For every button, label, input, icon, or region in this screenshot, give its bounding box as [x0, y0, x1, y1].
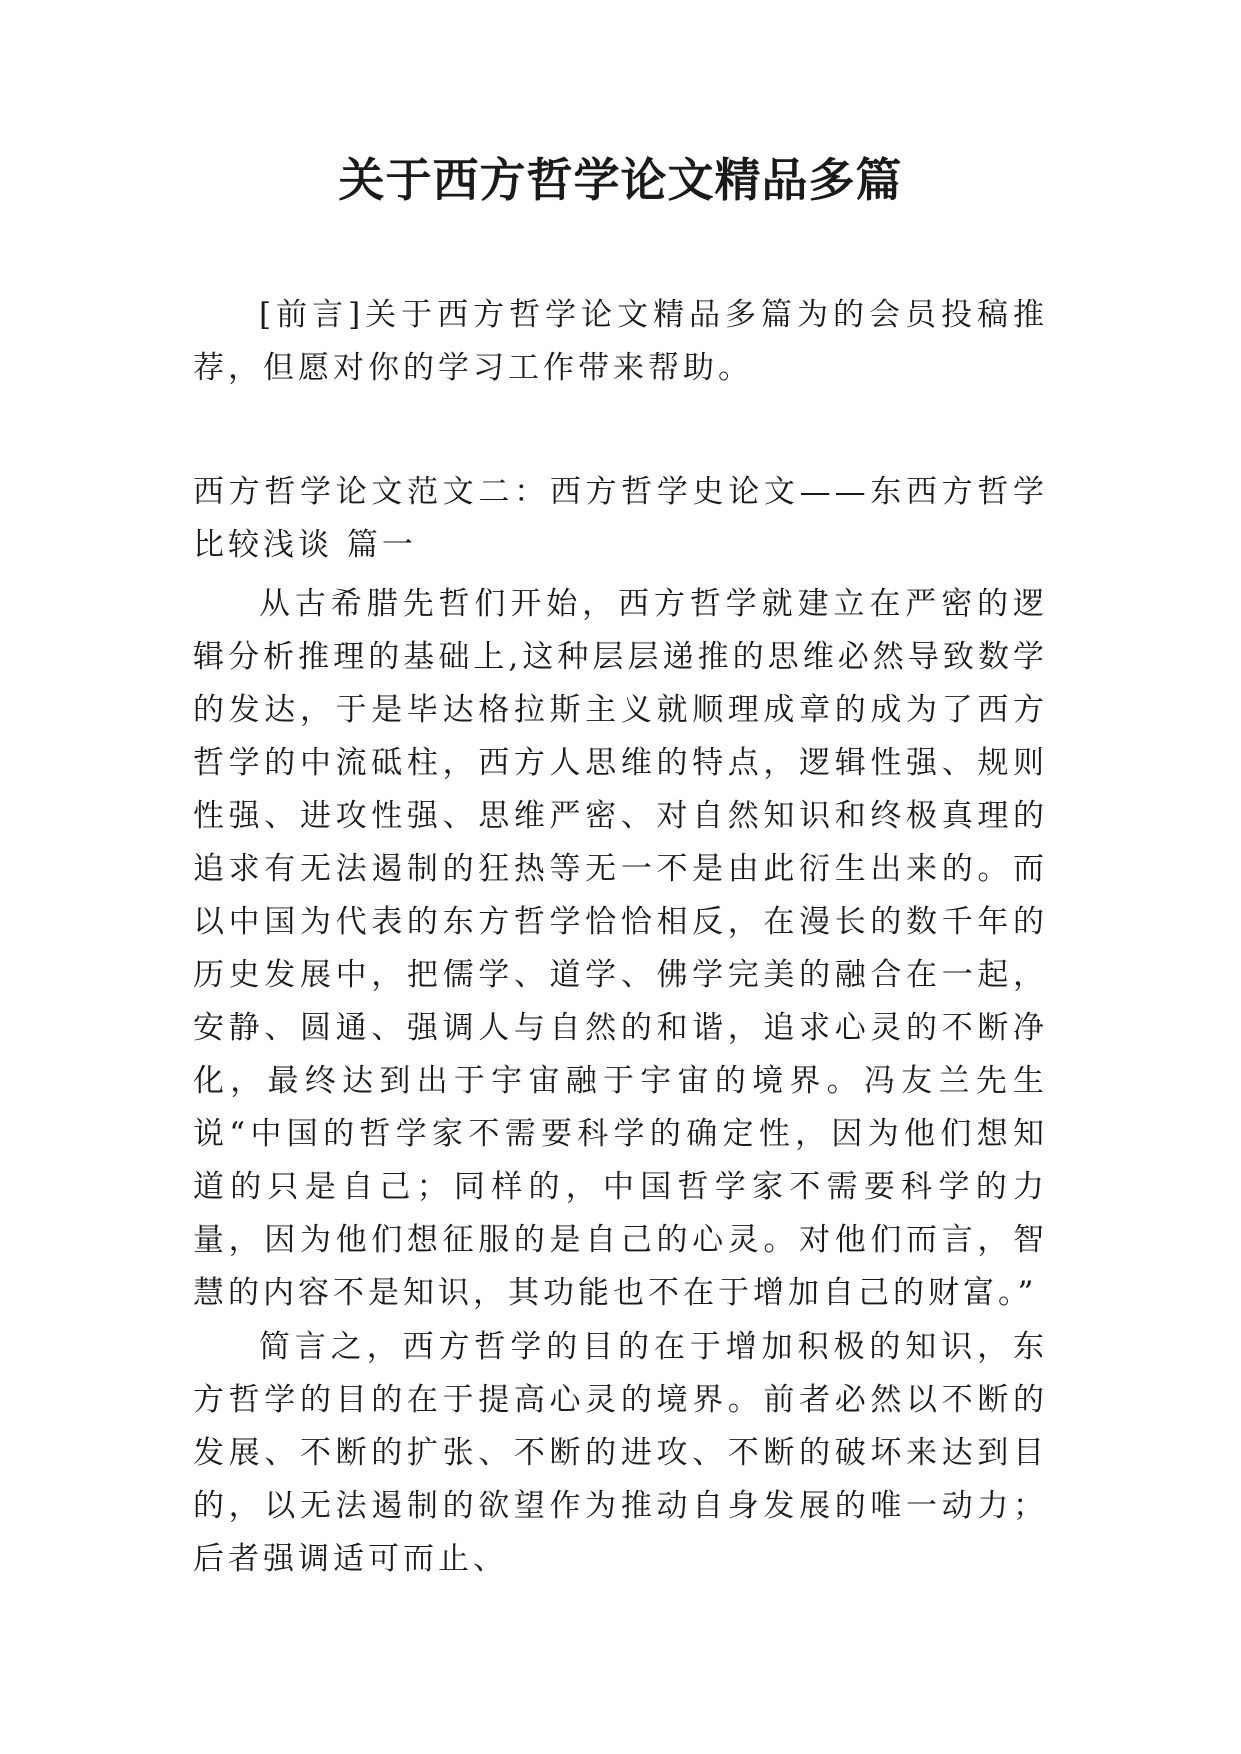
body-paragraph: 简言之，西方哲学的目的在于增加积极的知识，东方哲学的目的在于提高心灵的境界。前者必然以不断的发展、不断的扩张、不断的进攻、不断的破坏来达到目的，以无法遏制的欲望作为推动自身发展的唯一动力；后者强调适可而止、	[193, 1329, 1048, 1577]
body-paragraph: 从古希腊先哲们开始，西方哲学就建立在严密的逻辑分析推理的基础上,这种层层递推的思维必然导致数学的发达，于是毕达格拉斯主义就顺理成章的成为了西方哲学的中流砥柱，西方人思维的特点，逻辑性强、规则性强、进攻性强、思维严密、对自然知识和终极真理的追求有无法遏制的狂热等无一不是由此衍生出来的。而以中国为代表的东方哲学恰恰相反，在漫长的数千年的历史发展中，把儒学、道学、佛学完美的融合在一起，安静、圆通、强调人与自然的和谐，追求心灵的不断净化，最终达到出于宇宙融于宇宙的境界。冯友兰先生说“中国的哲学家不需要科学的确定性，因为他们想知道的只是自己；同样的，中国哲学家不需要科学的力量，因为他们想征服的是自己的心灵。对他们而言，智慧的内容不是知识，其功能也不在于增加自己的财富。”	[193, 586, 1048, 1311]
intro-paragraph: [前言]关于西方哲学论文精品多篇为的会员投稿推荐，但愿对你的学习工作带来帮助。	[193, 297, 1048, 386]
section-heading: 西方哲学论文范文二：西方哲学史论文——东西方哲学比较浅谈 篇一	[193, 474, 1048, 563]
document-title: 关于西方哲学论文精品多篇	[338, 153, 903, 207]
